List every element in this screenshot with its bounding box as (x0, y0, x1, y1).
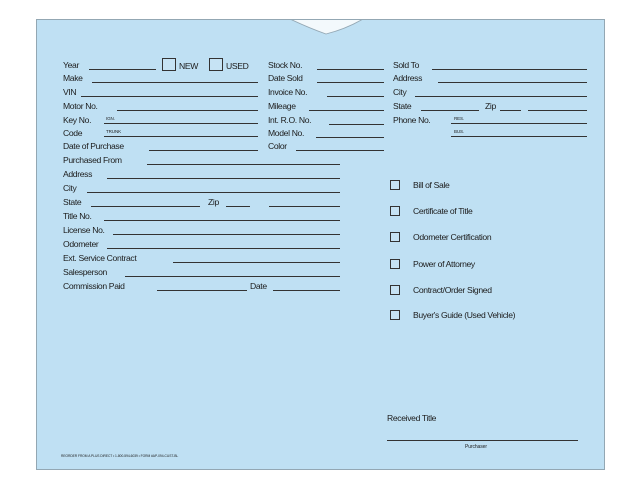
ign-label: IGN. (106, 116, 115, 121)
vin-label: VIN (63, 87, 77, 97)
zip-label: Zip (208, 197, 219, 207)
date-of-purchase-line[interactable] (149, 150, 258, 151)
ext-service-contract-label: Ext. Service Contract (63, 253, 137, 263)
contract-order-signed-label: Contract/Order Signed (413, 285, 492, 295)
date-label: Date (250, 281, 267, 291)
contract-order-signed-checkbox[interactable] (390, 285, 400, 295)
sold-to-zip-line[interactable] (500, 110, 521, 111)
sold-to-address-label: Address (393, 73, 423, 83)
stock-no-label: Stock No. (268, 60, 303, 70)
sold-to-line[interactable] (432, 69, 587, 70)
color-line[interactable] (296, 150, 384, 151)
buyers-guide-checkbox[interactable] (390, 310, 400, 320)
mileage-line[interactable] (309, 110, 384, 111)
commission-paid-line[interactable] (157, 290, 247, 291)
date-sold-label: Date Sold (268, 73, 303, 83)
phone-no-label: Phone No. (393, 115, 431, 125)
certificate-of-title-label: Certificate of Title (413, 206, 473, 216)
address-label: Address (63, 169, 93, 179)
zip-extension-line[interactable] (269, 206, 340, 207)
sold-to-state-line[interactable] (421, 110, 479, 111)
date-sold-line[interactable] (317, 82, 384, 83)
reorder-footer: REORDER FROM A PLUS DIRECT • 1-800-594-6039 • FORM #AP-094-CUST-BL (61, 454, 179, 458)
bill-of-sale-label: Bill of Sale (413, 180, 450, 190)
zip-line[interactable] (226, 206, 250, 207)
phone-res-label: RES. (454, 116, 465, 121)
buyers-guide-label: Buyer's Guide (Used Vehicle) (413, 310, 516, 320)
stock-no-line[interactable] (317, 69, 384, 70)
purchaser-signature-line[interactable] (387, 440, 578, 441)
sold-to-city-line[interactable] (415, 96, 587, 97)
envelope-flap-notch (37, 20, 604, 50)
odometer-label: Odometer (63, 239, 99, 249)
title-no-line[interactable] (104, 220, 340, 221)
bill-of-sale-checkbox[interactable] (390, 180, 400, 190)
used-label: USED (226, 61, 249, 71)
new-label: NEW (179, 61, 198, 71)
sold-to-zip-extension-line[interactable] (528, 110, 587, 111)
license-no-line[interactable] (113, 234, 340, 235)
date-of-purchase-label: Date of Purchase (63, 141, 124, 151)
trunk-label: TRUNK (106, 129, 121, 134)
license-no-label: License No. (63, 225, 105, 235)
address-line[interactable] (107, 178, 340, 179)
received-title-label: Received Title (387, 413, 437, 423)
make-line[interactable] (92, 82, 258, 83)
int-ro-no-label: Int. R.O. No. (268, 115, 312, 125)
code-line[interactable] (104, 136, 258, 137)
model-no-line[interactable] (316, 137, 384, 138)
invoice-no-label: Invoice No. (268, 87, 308, 97)
sold-to-label: Sold To (393, 60, 420, 70)
state-label: State (63, 197, 82, 207)
purchased-from-label: Purchased From (63, 155, 122, 165)
mileage-label: Mileage (268, 101, 296, 111)
phone-bus-label: BUS. (454, 129, 465, 134)
used-checkbox[interactable] (209, 58, 223, 71)
power-of-attorney-checkbox[interactable] (390, 259, 400, 269)
sold-to-city-label: City (393, 87, 407, 97)
code-label: Code (63, 128, 83, 138)
title-no-label: Title No. (63, 211, 92, 221)
sold-to-zip-label: Zip (485, 101, 496, 111)
certificate-of-title-checkbox[interactable] (390, 206, 400, 216)
sold-to-address-line[interactable] (438, 82, 587, 83)
power-of-attorney-label: Power of Attorney (413, 259, 475, 269)
year-line[interactable] (89, 69, 156, 70)
odometer-certification-checkbox[interactable] (390, 232, 400, 242)
commission-paid-label: Commission Paid (63, 281, 125, 291)
motor-no-line[interactable] (117, 110, 258, 111)
state-line[interactable] (91, 206, 200, 207)
city-label: City (63, 183, 77, 193)
key-no-label: Key No. (63, 115, 92, 125)
city-line[interactable] (87, 192, 340, 193)
purchased-from-line[interactable] (147, 164, 340, 165)
deal-jacket-envelope (36, 19, 605, 470)
phone-bus-line[interactable] (451, 136, 587, 137)
phone-res-line[interactable] (451, 123, 587, 124)
date-line[interactable] (273, 290, 340, 291)
year-label: Year (63, 60, 79, 70)
salesperson-line[interactable] (125, 276, 340, 277)
model-no-label: Model No. (268, 128, 305, 138)
sold-to-state-label: State (393, 101, 412, 111)
odometer-line[interactable] (107, 248, 340, 249)
ext-service-contract-line[interactable] (173, 262, 340, 263)
purchaser-label: Purchaser (465, 444, 487, 450)
vin-line[interactable] (81, 96, 258, 97)
make-label: Make (63, 73, 83, 83)
odometer-certification-label: Odometer Certification (413, 232, 492, 242)
salesperson-label: Salesperson (63, 267, 107, 277)
motor-no-label: Motor No. (63, 101, 98, 111)
color-label: Color (268, 141, 287, 151)
new-checkbox[interactable] (162, 58, 176, 71)
int-ro-no-line[interactable] (329, 124, 384, 125)
key-no-line[interactable] (104, 123, 258, 124)
invoice-no-line[interactable] (327, 96, 384, 97)
